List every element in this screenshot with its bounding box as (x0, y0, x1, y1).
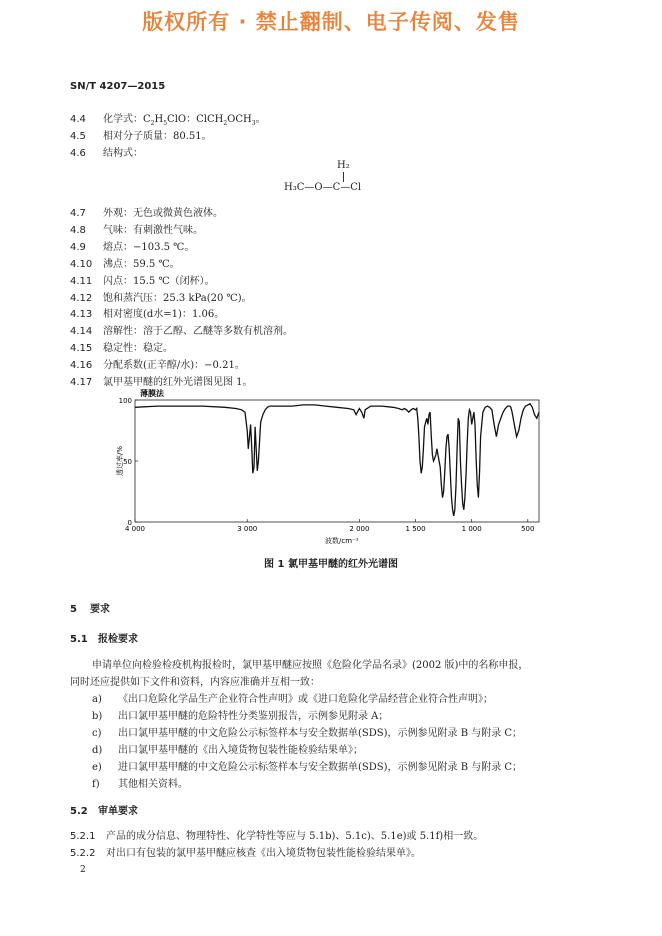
clause-num: 5.2.2 (70, 848, 96, 859)
paragraph-line: 申请单位向检验检疫机构报检时，氯甲基甲醚应按照《危险化学品名录》(2002 版)中的名称申报， (92, 660, 529, 671)
clause-item (70, 827, 483, 842)
section-title: 报检要求 (98, 634, 138, 645)
list-marker: d) (92, 745, 103, 756)
prop-4-12 (70, 289, 252, 304)
chart-title: 薄膜法 (140, 389, 164, 398)
prop-text: 饱和蒸汽压：25.3 kPa(20 ℃)。 (103, 292, 252, 304)
list-marker: e) (92, 762, 102, 773)
list-item (92, 741, 363, 756)
list-marker: f) (92, 779, 100, 790)
page-number: 2 (80, 865, 86, 875)
y-axis-label: 透过率/% (116, 445, 124, 476)
section-5-heading (70, 600, 110, 615)
prop-num: 4.4 (70, 114, 86, 125)
list-marker: a) (92, 694, 102, 705)
prop-4-4 (70, 110, 266, 127)
prop-num: 4.17 (70, 377, 93, 388)
y-tick-label: 0 (127, 519, 132, 527)
prop-num: 4.10 (70, 258, 93, 270)
prop-text: 稳定性：稳定。 (103, 343, 173, 355)
formula-part: H (154, 114, 164, 125)
prop-4-6 (70, 144, 143, 159)
paragraph-line: 同时还应提供如下文件和资料，内容应准确并互相一致： (70, 677, 320, 688)
chemical-formula (143, 114, 266, 125)
prop-4-9 (70, 238, 194, 253)
prop-text: 分配系数(正辛醇/水)：−0.21。 (103, 360, 245, 372)
prop-4-8 (70, 221, 203, 236)
prop-num: 4.7 (70, 208, 86, 219)
subscript: 2 (223, 120, 228, 127)
prop-4-14 (70, 322, 293, 337)
prop-text: 熔点：−103.5 ℃。 (103, 241, 195, 253)
list-text: 出口氯甲基甲醚的《出入境货物包装性能检验结果单》； (118, 745, 363, 756)
prop-num: 4.6 (70, 148, 86, 159)
clause-item (70, 844, 421, 859)
struct-h2: H₂ (337, 160, 350, 171)
prop-4-5 (70, 127, 212, 142)
clause-text: 对出口有包装的氯甲基甲醚应核查《出入境货物包装性能检验结果单》。 (106, 848, 421, 859)
clause-text: 产品的成分信息、物理特性、化学特性等应与 5.1b)、5.1c)、5.1e)或 5.1f)相一致。 (106, 831, 484, 842)
prop-text: 闪点：15.5 ℃（闭杯）。 (103, 275, 215, 287)
prop-text: 溶解性：溶于乙醇、乙醚等多数有机溶剂。 (103, 326, 293, 338)
spectrum-line (135, 404, 539, 516)
x-tick-label: 1 000 (461, 525, 482, 533)
list-item (92, 758, 522, 773)
standard-number: SN/T 4207—2015 (70, 81, 166, 92)
list-marker: b) (92, 711, 103, 722)
formula-part: OCH (227, 114, 252, 125)
prop-text: 相对密度(d水=1)：1.06。 (103, 309, 225, 321)
x-tick-label: 1 500 (405, 525, 426, 533)
prop-4-16 (70, 356, 245, 371)
watermark: 版权所有 · 禁止翻制、电子传阅、发售 (142, 10, 520, 34)
prop-num: 4.8 (70, 224, 86, 236)
prop-4-7 (70, 204, 223, 219)
prop-4-10 (70, 255, 180, 270)
prop-4-15 (70, 339, 173, 354)
subscript: 5 (163, 120, 168, 127)
section-title: 审单要求 (98, 806, 138, 817)
section-title: 要求 (90, 604, 110, 615)
formula-part: C (143, 114, 151, 125)
ir-spectrum-chart (110, 386, 550, 546)
prop-text: 氯甲基甲醚的红外光谱图见图 1。 (103, 377, 253, 388)
prop-4-13 (70, 305, 224, 320)
section-num: 5 (70, 604, 77, 615)
prop-num: 4.15 (70, 343, 93, 355)
list-text: 《出口危险化学品生产企业符合性声明》或《进口危险化学品经营企业符合性声明》； (118, 694, 493, 705)
prop-num: 4.5 (70, 131, 86, 142)
prop-label: 化学式： (103, 114, 143, 125)
section-5-1-heading (70, 630, 138, 645)
list-text: 出口氯甲基甲醚的中文危险公示标签样本与安全数据单(SDS)，示例参见附录 B 与附录 C； (118, 728, 523, 739)
section-num: 5.2 (70, 806, 88, 817)
x-tick-label: 500 (521, 525, 535, 533)
list-text: 出口氯甲基甲醚的危险特性分类鉴别报告，示例参见附录 A； (118, 711, 389, 722)
formula-part: 。 (255, 114, 266, 125)
prop-text: 沸点：59.5 ℃。 (103, 258, 180, 270)
list-text: 进口氯甲基甲醚的中文危险公示标签样本与安全数据单(SDS)，示例参见附录 B 与附录 C； (118, 762, 523, 773)
list-text: 其他相关资料。 (118, 779, 188, 790)
list-item (92, 707, 388, 722)
prop-num: 4.13 (70, 309, 93, 321)
struct-bond (343, 172, 344, 182)
list-item (92, 724, 522, 739)
prop-num: 4.14 (70, 326, 93, 338)
list-item (92, 690, 493, 705)
list-item (92, 775, 188, 790)
y-tick-label: 100 (118, 397, 132, 405)
plot-frame (135, 400, 539, 522)
section-5-2-heading (70, 802, 138, 817)
prop-num: 4.16 (70, 360, 93, 372)
prop-4-11 (70, 272, 215, 287)
list-marker: c) (92, 728, 102, 739)
clause-num: 5.2.1 (70, 831, 96, 842)
struct-chain: H₃C—O—C—Cl (284, 182, 362, 193)
x-tick-label: 3 000 (237, 525, 258, 533)
prop-num: 4.9 (70, 241, 86, 253)
y-tick-label: 50 (123, 458, 132, 466)
prop-num: 4.12 (70, 292, 93, 304)
prop-text: 气味：有刺激性气味。 (103, 224, 203, 236)
x-tick-label: 2 000 (349, 525, 370, 533)
subscript: 2 (150, 120, 155, 127)
prop-text: 结构式： (103, 148, 143, 159)
subscript: 3 (251, 120, 256, 127)
formula-part: ClO：ClCH (167, 114, 224, 125)
prop-num: 4.11 (70, 275, 93, 287)
x-axis-label: 波数/cm⁻¹ (325, 537, 359, 545)
figure-caption: 图 1 氯甲基甲醚的红外光谱图 (264, 559, 398, 570)
prop-text: 相对分子质量：80.51。 (103, 131, 212, 142)
prop-text: 外观：无色或微黄色液体。 (103, 208, 223, 219)
section-num: 5.1 (70, 634, 88, 645)
x-tick-label: 4 000 (124, 525, 146, 533)
